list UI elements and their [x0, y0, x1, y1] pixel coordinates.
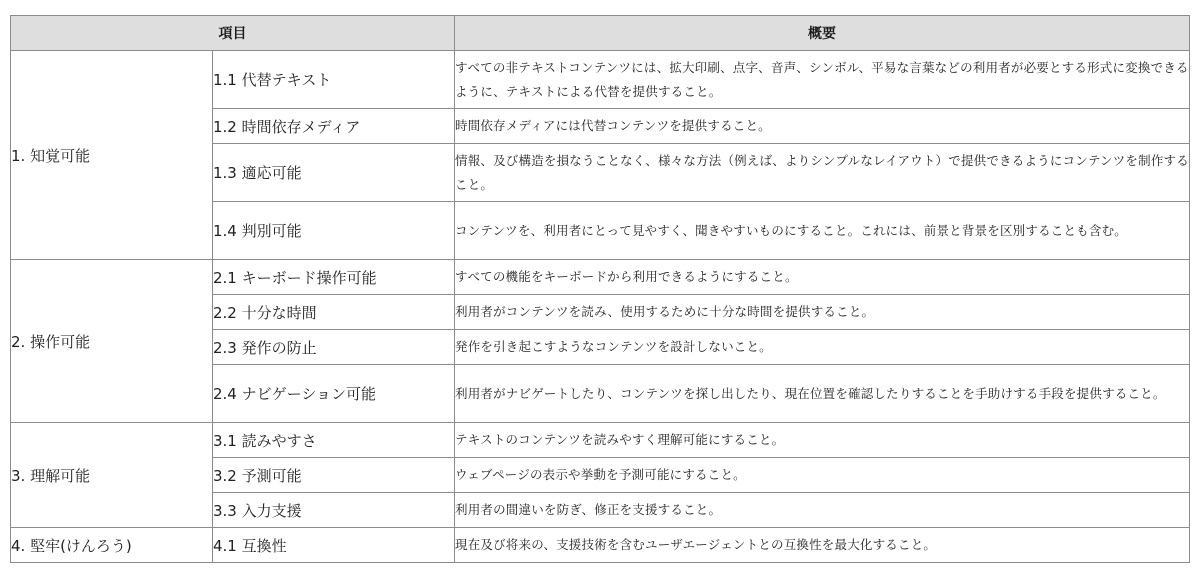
principle-cell: 2. 操作可能 [11, 260, 213, 423]
principle-cell: 1. 知覚可能 [11, 51, 213, 260]
guideline-cell: 3.2 予測可能 [213, 458, 455, 493]
table-row [11, 528, 1190, 563]
principle-cell: 3. 理解可能 [11, 423, 213, 528]
header-summary: 概要 [455, 16, 1190, 51]
summary-cell: すべての非テキストコンテンツには、拡大印刷、点字、音声、シンボル、平易な言葉などの利用者が必要とする形式に変換できるように、テキストによる代替を提供すること。 [455, 51, 1190, 109]
summary-cell: 時間依存メディアには代替コンテンツを提供すること。 [455, 109, 1190, 144]
guideline-cell: 1.1 代替テキスト [213, 51, 455, 109]
summary-cell: 発作を引き起こすようなコンテンツを設計しないこと。 [455, 330, 1190, 365]
summary-cell: 現在及び将来の、支援技術を含むユーザエージェントとの互換性を最大化すること。 [455, 528, 1190, 563]
guideline-cell: 1.4 判別可能 [213, 202, 455, 260]
summary-cell: ウェブページの表示や挙動を予測可能にすること。 [455, 458, 1190, 493]
table-row [11, 260, 1190, 295]
summary-cell: テキストのコンテンツを読みやすく理解可能にすること。 [455, 423, 1190, 458]
summary-cell: すべての機能をキーボードから利用できるようにすること。 [455, 260, 1190, 295]
guideline-cell: 1.2 時間依存メディア [213, 109, 455, 144]
summary-cell: 利用者の間違いを防ぎ、修正を支援すること。 [455, 493, 1190, 528]
table-row [11, 423, 1190, 458]
summary-cell: 利用者がコンテンツを読み、使用するために十分な時間を提供すること。 [455, 295, 1190, 330]
summary-cell: 利用者がナビゲートしたり、コンテンツを探し出したり、現在位置を確認したりすることを手助けする手段を提供すること。 [455, 365, 1190, 423]
guidelines-table [10, 15, 1190, 563]
guideline-cell: 2.1 キーボード操作可能 [213, 260, 455, 295]
principle-cell: 4. 堅牢(けんろう) [11, 528, 213, 563]
guideline-cell: 3.1 読みやすさ [213, 423, 455, 458]
summary-cell: コンテンツを、利用者にとって見やすく、聞きやすいものにすること。これには、前景と背景を区別することも含む。 [455, 202, 1190, 260]
table-row [11, 51, 1190, 109]
guideline-cell: 2.3 発作の防止 [213, 330, 455, 365]
summary-cell: 情報、及び構造を損なうことなく、様々な方法（例えば、よりシンプルなレイアウト）で提供できるようにコンテンツを制作すること。 [455, 144, 1190, 202]
guideline-cell: 2.4 ナビゲーション可能 [213, 365, 455, 423]
guideline-cell: 4.1 互換性 [213, 528, 455, 563]
table-header-row [11, 16, 1190, 51]
guideline-cell: 2.2 十分な時間 [213, 295, 455, 330]
guideline-cell: 3.3 入力支援 [213, 493, 455, 528]
header-item: 項目 [11, 16, 455, 51]
guideline-cell: 1.3 適応可能 [213, 144, 455, 202]
